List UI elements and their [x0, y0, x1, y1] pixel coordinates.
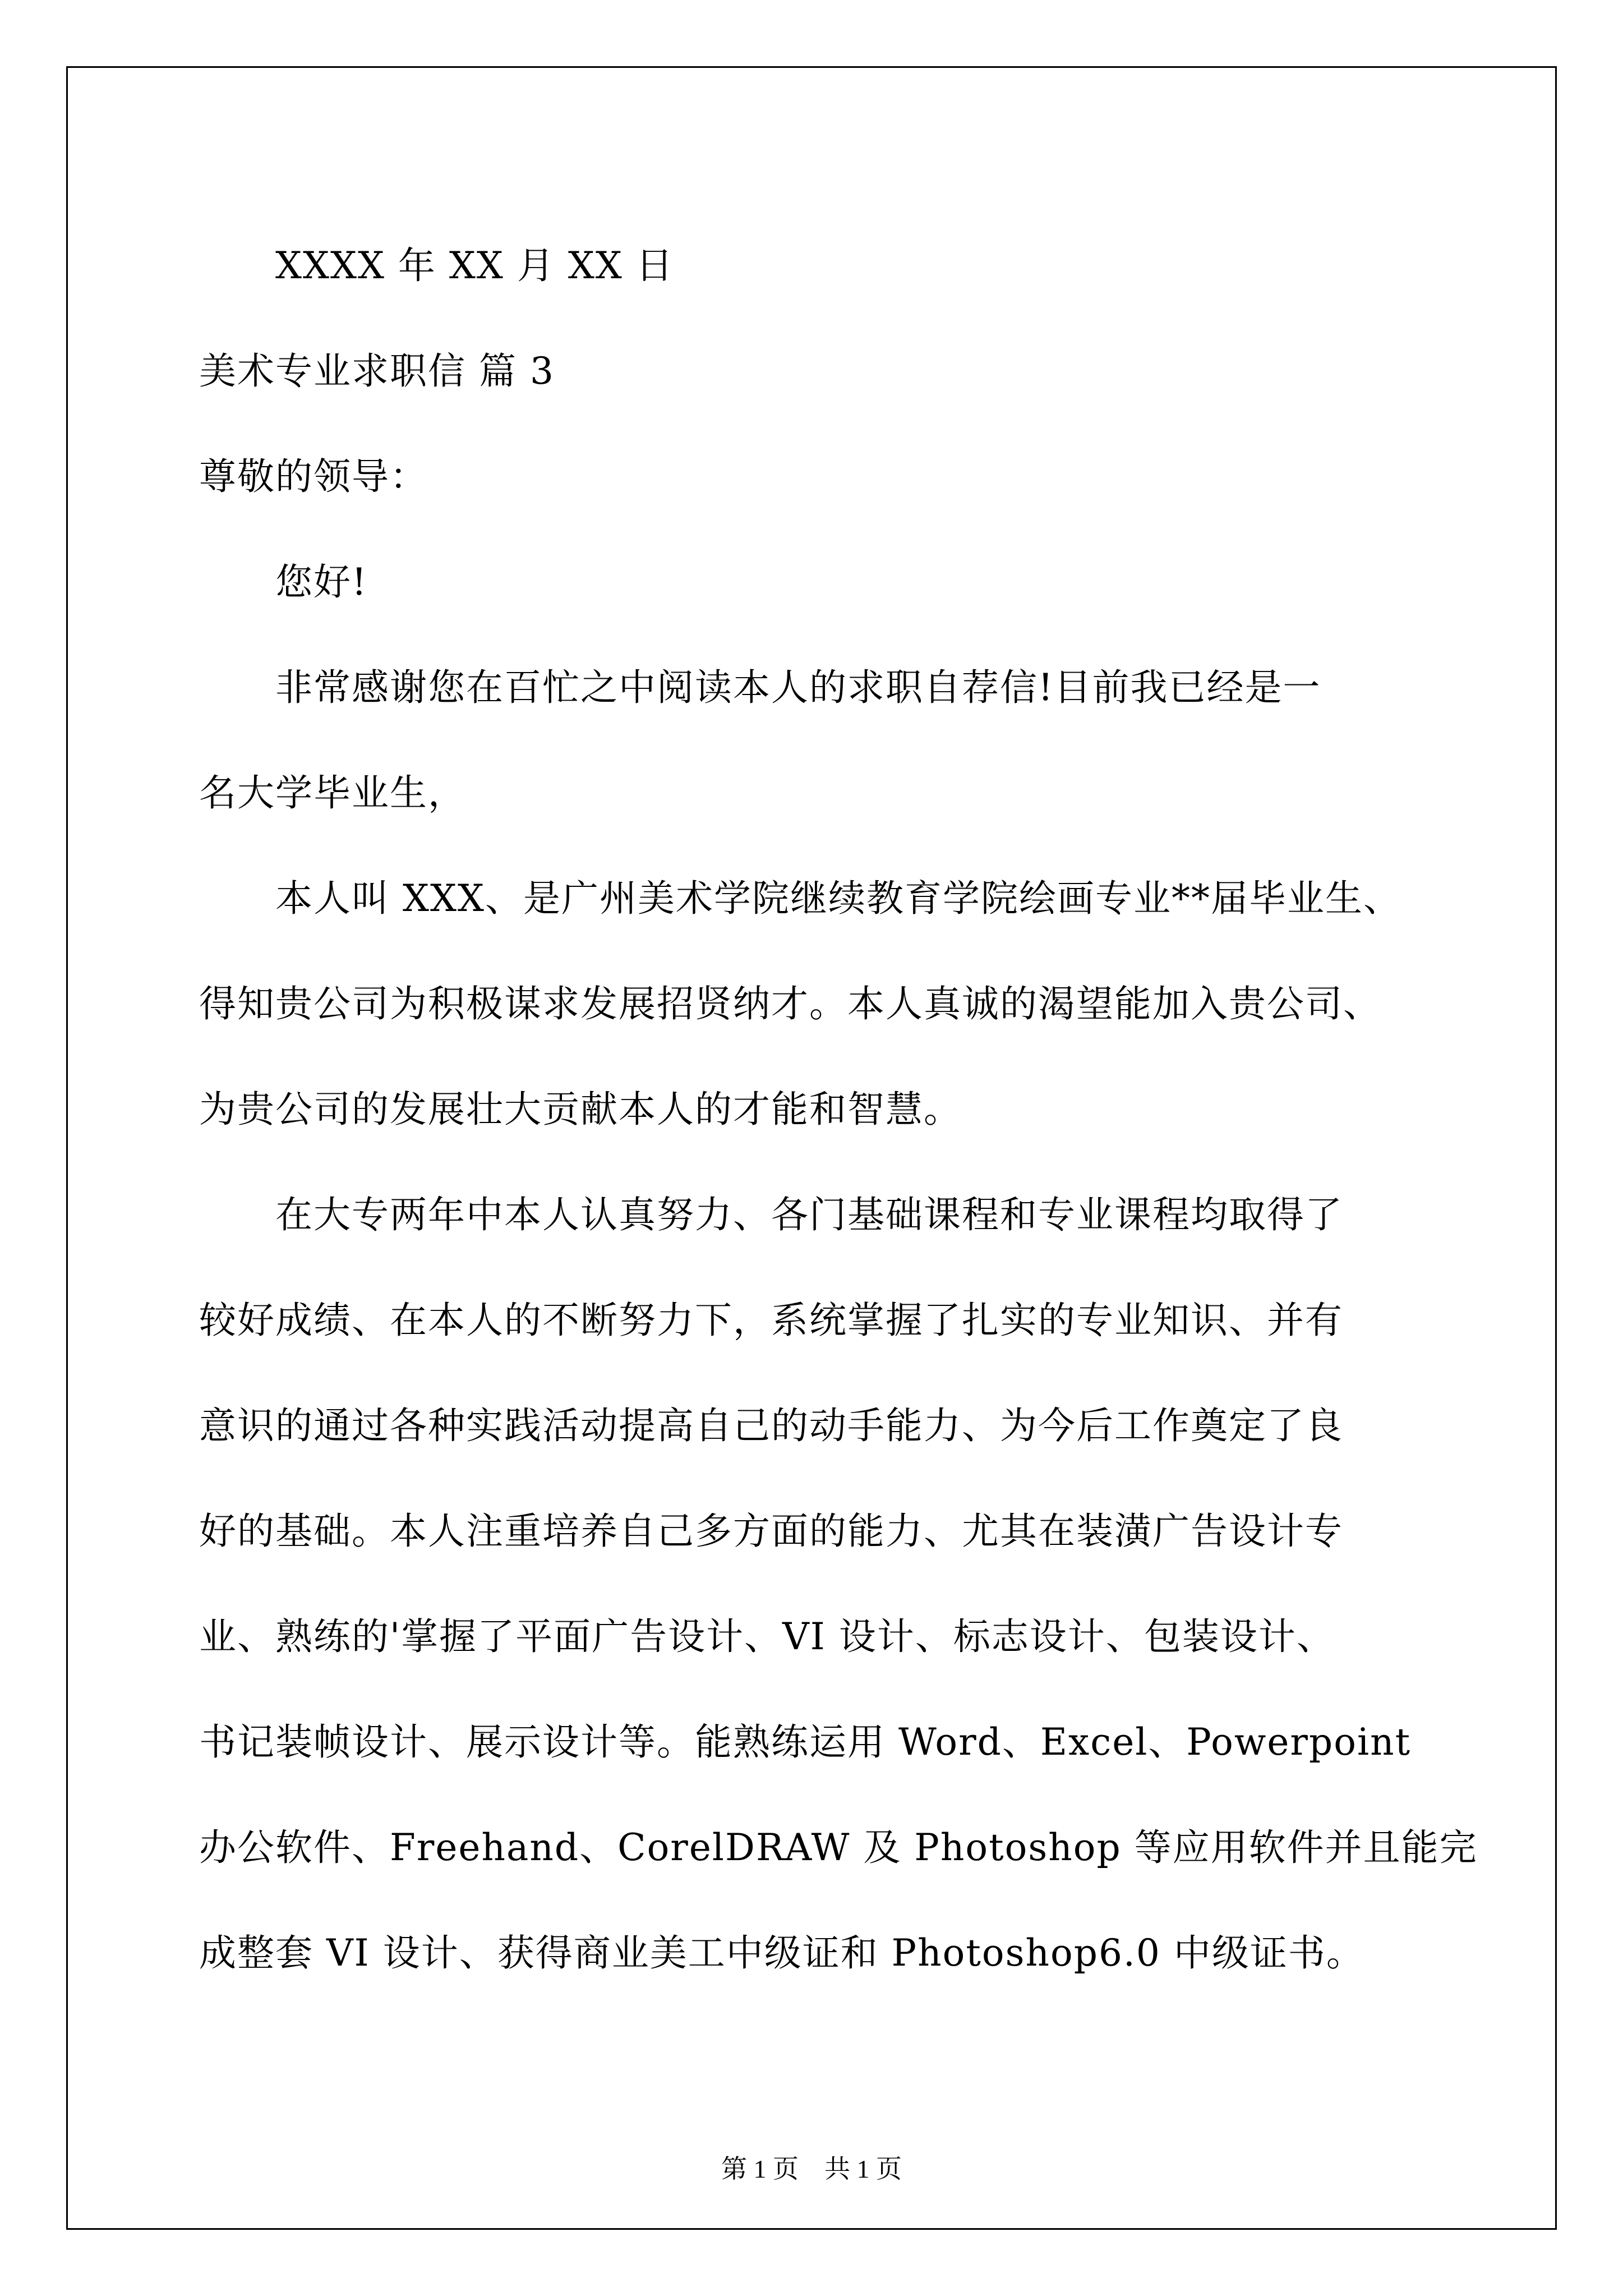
paragraph-line: 本人叫 XXX、是广州美术学院继续教育学院绘画专业**届毕业生、 [275, 877, 1401, 920]
letter-title: 美术专业求职信 篇 3 [199, 349, 555, 393]
greeting: 您好! [275, 560, 368, 604]
paragraph-line: 在大专两年中本人认真努力、各门基础课程和专业课程均取得了 [275, 1193, 1343, 1236]
paragraph-line: 为贵公司的发展壮大贡献本人的才能和智慧。 [199, 1088, 962, 1131]
paragraph-line: 非常感谢您在百忙之中阅读本人的求职自荐信!目前我已经是一 [275, 666, 1321, 709]
letter-body [199, 213, 1478, 2006]
paragraph-2 [199, 846, 1433, 1162]
paragraph-line: 意识的通过各种实践活动提高自己的动手能力、为今后工作奠定了良 [199, 1404, 1343, 1447]
paragraph-3 [199, 1162, 1478, 2006]
date-line: XXXX 年 XX 月 XX 日 [275, 244, 674, 287]
paragraph-line: 好的基础。本人注重培养自己多方面的能力、尤其在装潢广告设计专 [199, 1510, 1343, 1553]
paragraph-line: 书记装帧设计、展示设计等。能熟练运用 Word、Excel、Powerpoint [199, 1720, 1412, 1764]
paragraph-1 [199, 635, 1433, 846]
page-footer: 第 1 页 共 1 页 [721, 2155, 902, 2183]
paragraph-line: 得知贵公司为积极谋求发展招贤纳才。本人真诚的渴望能加入贵公司、 [199, 982, 1381, 1025]
paragraph-line: 办公软件、Freehand、CorelDRAW 及 Photoshop 等应用软件并且能完 [199, 1826, 1478, 1869]
paragraph-line: 成整套 VI 设计、获得商业美工中级证和 Photoshop6.0 中级证书。 [199, 1931, 1364, 1975]
salutation: 尊敬的领导： [199, 455, 428, 498]
paragraph-line: 名大学毕业生， [199, 771, 466, 815]
paragraph-line: 较好成绩、在本人的不断努力下，系统掌握了扎实的专业知识、并有 [199, 1299, 1343, 1342]
paragraph-line: 业、熟练的'掌握了平面广告设计、VI 设计、标志设计、包装设计、 [199, 1615, 1335, 1658]
